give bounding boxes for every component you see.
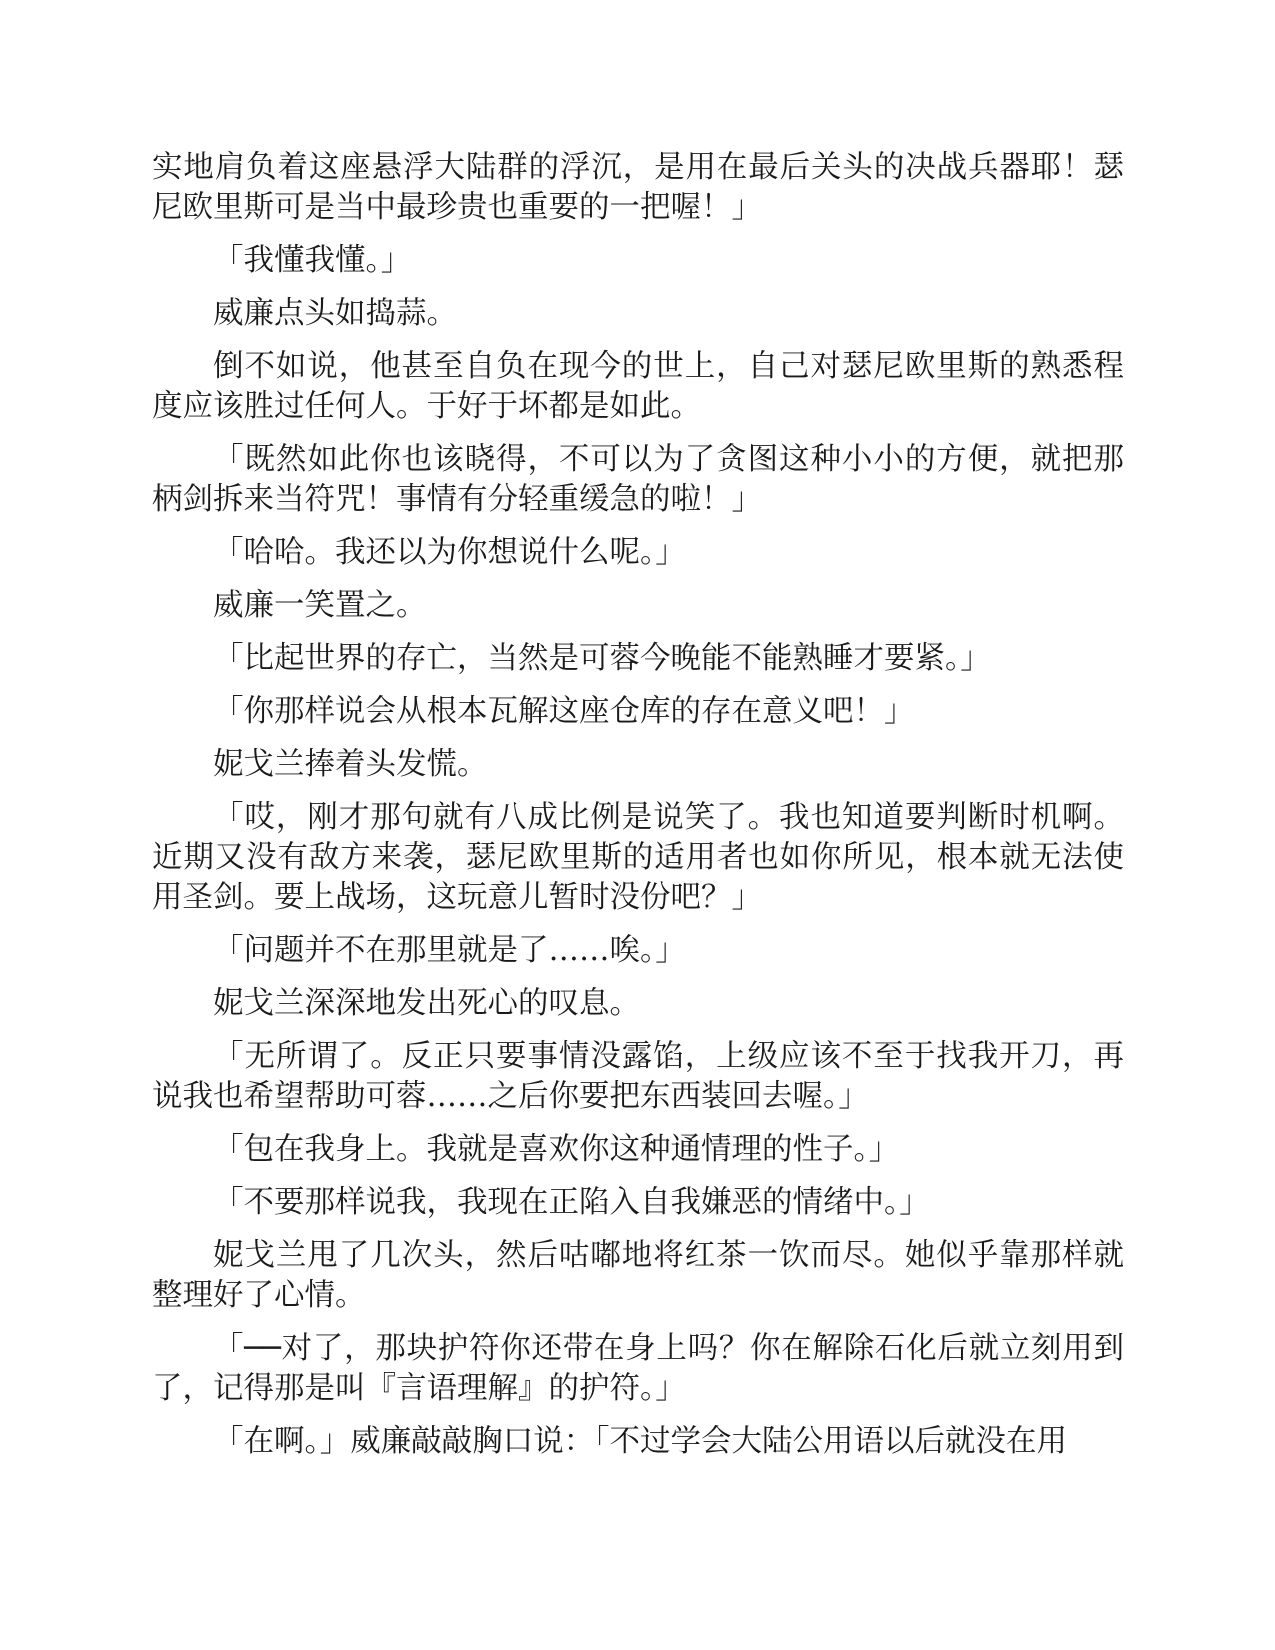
- paragraph: 「不要那样说我，我现在正陷入自我嫌恶的情绪中。」: [213, 1185, 930, 1220]
- paragraph: 「问题并不在那里就是了……唉。」: [213, 933, 686, 968]
- paragraph: 妮戈兰深深地发出死心的叹息。: [213, 986, 640, 1021]
- paragraph: 「哈哈。我还以为你想说什么呢。」: [213, 535, 686, 570]
- paragraph: 「既然如此你也该晓得，不可以为了贪图这种小小的方便，就把那柄剑拆来当符咒！事情有分轻重缓急的啦！」: [152, 442, 1124, 517]
- paragraph: 「在啊。」威廉敲敲胸口说：「不过学会大陆公用语以后就没在用: [213, 1424, 1067, 1459]
- paragraph: 妮戈兰甩了几次头，然后咕嘟地将红茶一饮而尽。她似乎靠那样就整理好了心情。: [152, 1238, 1124, 1313]
- paragraph: 「我懂我懂。」: [213, 243, 412, 278]
- paragraph: 「无所谓了。反正只要事情没露馅，上级应该不至于找我开刀，再说我也希望帮助可蓉……之后你要把东西装回去喔。」: [152, 1039, 1124, 1114]
- paragraph: 「包在我身上。我就是喜欢你这种通情理的性子。」: [213, 1132, 900, 1167]
- paragraph: 威廉一笑置之。: [213, 588, 427, 623]
- paragraph: 「你那样说会从根本瓦解这座仓库的存在意义吧！」: [213, 694, 915, 729]
- body-text: [152, 148, 1124, 1475]
- paragraph: 「哎，刚才那句就有八成比例是说笑了。我也知道要判断时机啊。近期又没有敌方来袭，瑟尼欧里斯的适用者也如你所见，根本就无法使用圣剑。要上战场，这玩意儿暂时没份吧？」: [152, 800, 1124, 915]
- paragraph: 倒不如说，他甚至自负在现今的世上，自己对瑟尼欧里斯的熟悉程度应该胜过任何人。于好于坏都是如此。: [152, 349, 1124, 424]
- paragraph: 妮戈兰捧着头发慌。: [213, 747, 488, 782]
- paragraph: 实地肩负着这座悬浮大陆群的浮沉，是用在最后关头的决战兵器耶！瑟尼欧里斯可是当中最珍贵也重要的一把喔！」: [152, 150, 1124, 225]
- paragraph: 「──对了，那块护符你还带在身上吗？你在解除石化后就立刻用到了，记得那是叫『言语理解』的护符。」: [152, 1331, 1124, 1406]
- paragraph: 「比起世界的存亡，当然是可蓉今晚能不能熟睡才要紧。」: [213, 641, 991, 676]
- paragraph: 威廉点头如捣蒜。: [213, 296, 457, 331]
